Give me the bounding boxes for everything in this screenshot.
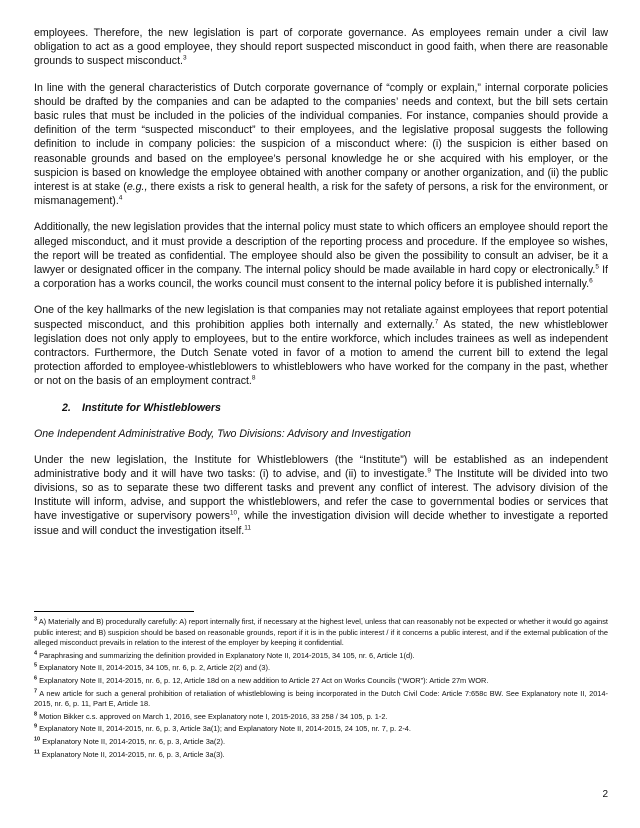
footnote-separator bbox=[34, 611, 194, 612]
footnote-text: Explanatory Note II, 2014-2015, nr. 6, p. 3, Article 3a(2). bbox=[42, 736, 226, 746]
footnote bbox=[34, 737, 608, 748]
paragraph-2 bbox=[34, 81, 608, 209]
footnote-text: A new article for such a general prohibition of retaliation of whistleblowing is being incorporated in the Dutch Civil Code: Article 7:658c BW. See Explanatory note II, 2014-2015, nr. 6, p. 11, Part E, Article 18. bbox=[34, 688, 608, 709]
footnote-ref[interactable]: 6 bbox=[589, 277, 593, 285]
footnote bbox=[34, 651, 608, 662]
footnote-ref[interactable]: 10 bbox=[229, 509, 238, 517]
footnote-number: 8 bbox=[34, 711, 38, 718]
footnote-ref[interactable]: 4 bbox=[118, 194, 123, 202]
footnote-number: 7 bbox=[34, 688, 38, 695]
footnote bbox=[34, 663, 608, 674]
footnote bbox=[34, 617, 608, 649]
footnote-number: 3 bbox=[34, 616, 38, 623]
footnote bbox=[34, 689, 608, 710]
paragraph-text: Under the new legislation, the Institute for Whistleblowers (the “Institute”) will be established as an independent administrative body and it will have two tasks: (i) to advise, and (ii) to investigate. bbox=[34, 453, 608, 480]
section-heading bbox=[62, 401, 608, 415]
paragraph-1 bbox=[34, 26, 608, 69]
footnote bbox=[34, 750, 608, 761]
paragraph-text: The Institute will be divided into two divisions, so as to separate these two different tasks and prevent any conflict of interest. The advisory division of the Institute will inform, advise, and support the whistleblowers, and refer the case to governmental bodies or services that have investigative or supervisory powers bbox=[34, 467, 609, 523]
footnote-ref[interactable]: 11 bbox=[244, 524, 251, 532]
paragraph-text: there exists a risk to general health, a risk for the safety of persons, a risk for the environment, or mismanagement). bbox=[34, 181, 608, 208]
footnote-ref[interactable]: 7 bbox=[434, 318, 439, 326]
paragraph-4 bbox=[34, 303, 608, 388]
page-number: 2 bbox=[602, 789, 608, 800]
footnote-text: Explanatory Note II, 2014-2015, 34 105, nr. 6, p. 2, Article 2(2) and (3). bbox=[39, 663, 271, 673]
footnote-number: 10 bbox=[34, 736, 41, 743]
footnotes bbox=[34, 617, 608, 762]
paragraph-text: In line with the general characteristics of Dutch corporate governance of “comply or explain,” internal corporate policies should be drafted by the companies and can be adapted to the companies’ needs and context, but the bill sets certain basic rules that must be included in the policies of the individual companies. For instance, companies should provide a definition of the term “suspected misconduct” to their employees, and the legislative proposal suggests the following definition to include in company policies: the suspicion of a misconduct where: (i) the suspicion is either based on reasonable grounds and based on the employee’s personal knowledge he or she acquired with his employer, or the suspicion is based on knowledge the employee obtained with another company or another organization, and (ii) the public interest is at stake ( bbox=[34, 81, 608, 194]
footnote-number: 5 bbox=[34, 662, 38, 669]
footnote-text: Explanatory Note II, 2014-2015, nr. 6, p. 12, Article 18d on a new addition to Article 27 Act on Works Councils (“WOR”): Article 27m WOR. bbox=[39, 675, 489, 685]
paragraph-text: Additionally, the new legislation provides that the internal policy must state to which officers an employee should report the alleged misconduct, and it must provide a description of the reporting process and procedure. If the employee so wishes, the report will be treated as confidential. The employee should also be given the possibility to consult an adviser, be it a lawyer or designated officer in the company. The internal policy should be made available in hard copy or electronically. bbox=[34, 221, 608, 277]
section-subheading: One Independent Administrative Body, Two Divisions: Advisory and Investigation bbox=[34, 427, 411, 440]
footnote-ref[interactable]: 5 bbox=[595, 263, 599, 271]
footnote-ref[interactable]: 3 bbox=[182, 54, 187, 62]
document-body bbox=[34, 26, 608, 550]
eg-abbreviation: e.g., bbox=[126, 181, 148, 194]
paragraph-text: As stated, the new whistleblower legislation does not only apply to employees, but to the entire workforce, which includes trainees as well as independent contractors. Furthermore, the Dutch Senate voted in favor of a motion to amend the current bill to extend the legal protection afforded to employee-whistleblowers to whistleblowers who have worked for the company in the past, whether or not on the basis of an employment contract. bbox=[34, 318, 609, 388]
footnote-number: 6 bbox=[34, 675, 38, 682]
footnote-number: 4 bbox=[34, 650, 38, 657]
footnote-ref[interactable]: 8 bbox=[251, 374, 256, 382]
footnote-text: Explanatory Note II, 2014-2015, nr. 6, p. 3, Article 3a(1); and Explanatory Note II, 2014-2015, 24 105, nr. 7, p. 2-4. bbox=[39, 724, 411, 734]
section-title: Institute for Whistleblowers bbox=[82, 401, 221, 414]
paragraph-text: , while the investigation division will decide whether to investigate a reported issue and will conduct the investigation itself. bbox=[34, 510, 609, 537]
footnote-text: Paraphrasing and summarizing the definition provided in Explanatory Note II, 2014-2015, 34 105, nr. 6, Article 1(d). bbox=[39, 650, 415, 660]
section-number: 2. bbox=[62, 401, 71, 414]
paragraph-text: If a corporation has a works council, the works council must consent to the internal policy before it is published internally. bbox=[34, 264, 608, 291]
paragraph-text: One of the key hallmarks of the new legislation is that companies may not retaliate against employees that report potential suspected misconduct, and this prohibition applies both internally and externally. bbox=[34, 304, 608, 331]
footnote-text: A) Materially and B) procedurally carefully: A) report internally first, if necessary at the highest level, unless that can reasonably not be expected or whether it would go against public interest; and B) suspicion should be based on reasonable grounds, report if it is in the public interest / if it concerns a public interest, and if the external publication of the alleged misconduct prevails in relation to the interest of the employer by keeping it confidential. bbox=[34, 617, 608, 648]
footnote bbox=[34, 676, 608, 687]
paragraph-5 bbox=[34, 453, 608, 538]
paragraph-text: employees. Therefore, the new legislation is part of corporate governance. As employees remain under a civil law obligation to act as a good employee, they should report suspected misconduct in good faith, when there are reasonable grounds to suspect misconduct. bbox=[34, 27, 608, 68]
footnote-number: 9 bbox=[34, 723, 38, 730]
footnote bbox=[34, 724, 608, 735]
footnote bbox=[34, 712, 608, 723]
footnote-text: Explanatory Note II, 2014-2015, nr. 6, p. 3, Article 3a(3). bbox=[41, 749, 225, 759]
footnote-text: Motion Bikker c.s. approved on March 1, 2016, see Explanatory note I, 2015-2016, 33 258 / 34 105, p. 1-2. bbox=[39, 711, 388, 721]
footnote-number: 11 bbox=[34, 749, 40, 756]
paragraph-3 bbox=[34, 220, 608, 291]
footnote-ref[interactable]: 9 bbox=[427, 467, 431, 475]
